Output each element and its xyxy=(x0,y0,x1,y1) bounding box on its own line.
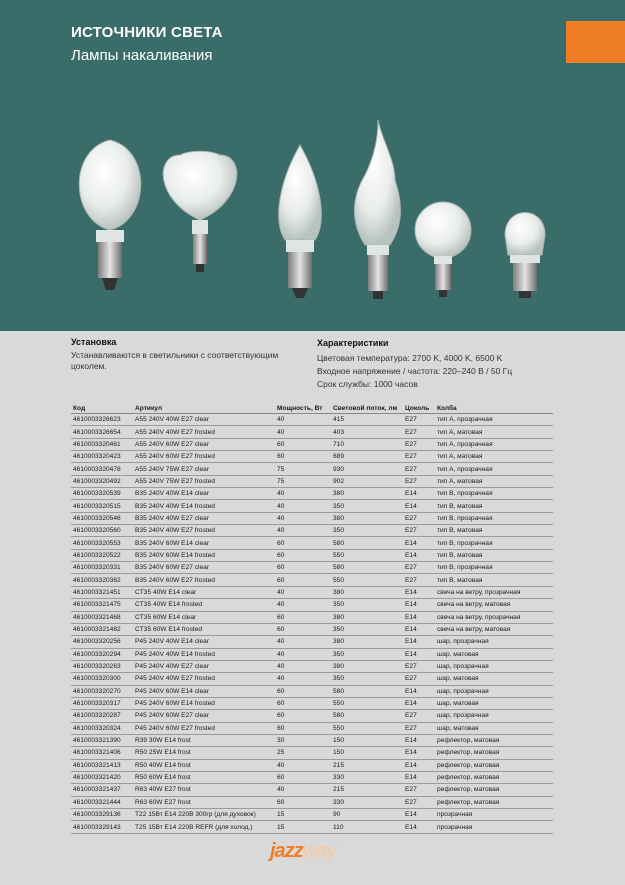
cell-flux: 380 xyxy=(331,636,403,648)
table-row xyxy=(71,747,553,759)
cell-article: R63 60W E27 frost xyxy=(133,796,275,808)
spec-line: Цветовая температура: 2700 K, 4000 K, 6500 K xyxy=(317,353,503,363)
table-row xyxy=(71,809,553,821)
cell-code: 4610003320263 xyxy=(71,660,133,672)
cell-article: P45 240V 60W E27 frosted xyxy=(133,722,275,734)
cell-code: 4610003321468 xyxy=(71,611,133,623)
cell-bulb: рефлектор, матовая xyxy=(435,771,553,783)
cell-bulb: прозрачная xyxy=(435,821,553,833)
cell-bulb: рефлектор, матовая xyxy=(435,784,553,796)
cell-code: 4610003320362 xyxy=(71,574,133,586)
logo-part-jazz: jazz xyxy=(270,840,303,862)
table-row xyxy=(71,438,553,450)
cell-code: 4610003320539 xyxy=(71,488,133,500)
table-row xyxy=(71,673,553,685)
cell-power: 75 xyxy=(275,463,331,475)
table-row xyxy=(71,549,553,561)
cell-article: B35 240V 60W E27 frosted xyxy=(133,574,275,586)
cell-bulb: шар, матовая xyxy=(435,697,553,709)
cell-bulb: шар, прозрачная xyxy=(435,685,553,697)
cell-power: 60 xyxy=(275,722,331,734)
cell-flux: 350 xyxy=(331,673,403,685)
cell-article: CT35 60W E14 frosted xyxy=(133,623,275,635)
table-row xyxy=(71,636,553,648)
cell-power: 40 xyxy=(275,500,331,512)
cell-flux: 90 xyxy=(331,809,403,821)
page-title: ИСТОЧНИКИ СВЕТА xyxy=(71,24,223,41)
cell-power: 75 xyxy=(275,475,331,487)
cell-bulb: шар, матовая xyxy=(435,648,553,660)
bulb-a55 xyxy=(79,140,141,290)
cell-flux: 330 xyxy=(331,796,403,808)
installation-heading: Установка xyxy=(71,337,117,347)
hero-banner xyxy=(0,0,625,331)
cell-power: 40 xyxy=(275,636,331,648)
cell-article: B35 240V 60W E27 clear xyxy=(133,562,275,574)
cell-bulb: тип B, матовая xyxy=(435,500,553,512)
cell-base: E27 xyxy=(403,475,435,487)
cell-article: R50 25W E14 frost xyxy=(133,747,275,759)
cell-power: 60 xyxy=(275,451,331,463)
cell-bulb: тип B, матовая xyxy=(435,549,553,561)
cell-article: CT35 60W E14 clear xyxy=(133,611,275,623)
cell-bulb: тип B, прозрачная xyxy=(435,562,553,574)
cell-flux: 689 xyxy=(331,451,403,463)
cell-code: 4610003320423 xyxy=(71,451,133,463)
cell-flux: 550 xyxy=(331,722,403,734)
cell-base: E14 xyxy=(403,697,435,709)
cell-base: E14 xyxy=(403,549,435,561)
cell-power: 40 xyxy=(275,599,331,611)
col-header-bulb: Колба xyxy=(435,403,553,414)
cell-base: E14 xyxy=(403,771,435,783)
cell-code: 4610003321437 xyxy=(71,784,133,796)
cell-base: E14 xyxy=(403,623,435,635)
cell-flux: 580 xyxy=(331,537,403,549)
cell-base: E27 xyxy=(403,438,435,450)
cell-bulb: шар, прозрачная xyxy=(435,710,553,722)
table-row xyxy=(71,821,553,833)
cell-bulb: рефлектор, матовая xyxy=(435,734,553,746)
cell-power: 15 xyxy=(275,809,331,821)
cell-article: A55 240V 40W E27 clear xyxy=(133,414,275,426)
table-row xyxy=(71,475,553,487)
cell-flux: 350 xyxy=(331,648,403,660)
product-table xyxy=(71,403,553,834)
accent-block xyxy=(566,21,625,63)
cell-article: P45 240V 40W E14 frosted xyxy=(133,648,275,660)
cell-flux: 580 xyxy=(331,685,403,697)
spec-line: Входное напряжение / частота: 220–240 В / 50 Гц xyxy=(317,366,513,376)
cell-article: A55 240V 75W E27 clear xyxy=(133,463,275,475)
table-row xyxy=(71,685,553,697)
bulb-reflector xyxy=(163,151,237,272)
specs-block xyxy=(317,337,567,391)
col-header-code: Код xyxy=(71,403,133,414)
table-row xyxy=(71,734,553,746)
cell-code: 4610003320300 xyxy=(71,673,133,685)
bulb-ball xyxy=(415,202,471,297)
cell-article: B35 240V 40W E14 frosted xyxy=(133,500,275,512)
cell-bulb: прозрачная xyxy=(435,809,553,821)
table-row xyxy=(71,759,553,771)
cell-bulb: свеча на ветру, матовая xyxy=(435,599,553,611)
col-header-article: Артикул xyxy=(133,403,275,414)
cell-code: 4610003326654 xyxy=(71,426,133,438)
cell-flux: 380 xyxy=(331,512,403,524)
cell-flux: 380 xyxy=(331,586,403,598)
cell-base: E27 xyxy=(403,562,435,574)
cell-bulb: тип B, матовая xyxy=(435,574,553,586)
cell-base: E14 xyxy=(403,488,435,500)
cell-power: 60 xyxy=(275,574,331,586)
cell-article: R63 40W E27 frost xyxy=(133,784,275,796)
cell-base: E14 xyxy=(403,500,435,512)
cell-flux: 110 xyxy=(331,821,403,833)
cell-base: E14 xyxy=(403,636,435,648)
cell-base: E14 xyxy=(403,648,435,660)
cell-code: 4610003321406 xyxy=(71,747,133,759)
cell-code: 4610003321413 xyxy=(71,759,133,771)
table-row xyxy=(71,771,553,783)
cell-base: E14 xyxy=(403,734,435,746)
cell-base: E14 xyxy=(403,599,435,611)
cell-article: P45 240V 40W E27 frosted xyxy=(133,673,275,685)
cell-article: B35 240V 40W E14 clear xyxy=(133,488,275,500)
cell-base: E27 xyxy=(403,414,435,426)
cell-power: 40 xyxy=(275,512,331,524)
cell-power: 60 xyxy=(275,611,331,623)
cell-power: 25 xyxy=(275,747,331,759)
cell-bulb: рефлектор, матовая xyxy=(435,796,553,808)
col-header-base: Цоколь xyxy=(403,403,435,414)
cell-base: E27 xyxy=(403,426,435,438)
cell-flux: 215 xyxy=(331,759,403,771)
table-row xyxy=(71,648,553,660)
table-row xyxy=(71,463,553,475)
cell-code: 4610003321420 xyxy=(71,771,133,783)
cell-code: 4610003320294 xyxy=(71,648,133,660)
cell-code: 4610003320546 xyxy=(71,512,133,524)
cell-article: T22 15Вт E14 220В 300гр (для духовок) xyxy=(133,809,275,821)
cell-article: R39 30W E14 frost xyxy=(133,734,275,746)
cell-article: CT35 40W E14 frosted xyxy=(133,599,275,611)
cell-article: P45 240V 60W E27 clear xyxy=(133,710,275,722)
cell-bulb: свеча на ветру, прозрачная xyxy=(435,586,553,598)
cell-power: 40 xyxy=(275,660,331,672)
cell-code: 4610003320461 xyxy=(71,438,133,450)
cell-power: 40 xyxy=(275,414,331,426)
cell-code: 4610003329143 xyxy=(71,821,133,833)
table-row xyxy=(71,500,553,512)
cell-base: E27 xyxy=(403,574,435,586)
table-row xyxy=(71,562,553,574)
brand-logo xyxy=(270,840,335,863)
cell-power: 60 xyxy=(275,685,331,697)
cell-flux: 380 xyxy=(331,488,403,500)
cell-base: E27 xyxy=(403,673,435,685)
spec-line: Срок службы: 1000 часов xyxy=(317,379,418,389)
installation-text: Устанавливаются в светильники с соответствующим цоколем. xyxy=(71,350,279,371)
cell-code: 4610003320287 xyxy=(71,710,133,722)
table-row xyxy=(71,512,553,524)
cell-bulb: шар, прозрачная xyxy=(435,660,553,672)
cell-power: 40 xyxy=(275,673,331,685)
cell-code: 4610003321444 xyxy=(71,796,133,808)
cell-code: 4610003321475 xyxy=(71,599,133,611)
cell-flux: 550 xyxy=(331,697,403,709)
cell-power: 15 xyxy=(275,821,331,833)
table-row xyxy=(71,623,553,635)
cell-flux: 403 xyxy=(331,426,403,438)
cell-article: B35 240V 40W E27 clear xyxy=(133,512,275,524)
table-row xyxy=(71,784,553,796)
bulbs-illustration xyxy=(60,120,560,320)
table-row xyxy=(71,710,553,722)
bulb-tubular xyxy=(505,213,545,299)
cell-flux: 380 xyxy=(331,611,403,623)
cell-base: E27 xyxy=(403,722,435,734)
table-row xyxy=(71,796,553,808)
cell-article: R50 40W E14 frost xyxy=(133,759,275,771)
cell-bulb: тип A, прозрачная xyxy=(435,438,553,450)
cell-article: A55 240V 60W E27 clear xyxy=(133,438,275,450)
cell-power: 60 xyxy=(275,771,331,783)
cell-power: 60 xyxy=(275,562,331,574)
bulb-candle-wind xyxy=(354,120,400,299)
table-row xyxy=(71,525,553,537)
cell-power: 40 xyxy=(275,784,331,796)
cell-code: 4610003320317 xyxy=(71,697,133,709)
cell-code: 4610003320256 xyxy=(71,636,133,648)
cell-flux: 330 xyxy=(331,771,403,783)
cell-article: A55 240V 75W E27 frosted xyxy=(133,475,275,487)
cell-flux: 350 xyxy=(331,599,403,611)
cell-article: R50 60W E14 frost xyxy=(133,771,275,783)
cell-power: 60 xyxy=(275,438,331,450)
cell-code: 4610003320331 xyxy=(71,562,133,574)
cell-bulb: шар, матовая xyxy=(435,673,553,685)
cell-article: A55 240V 60W E27 frosted xyxy=(133,451,275,463)
cell-code: 4610003320478 xyxy=(71,463,133,475)
cell-bulb: тип A, прозрачная xyxy=(435,463,553,475)
cell-base: E14 xyxy=(403,611,435,623)
installation-block xyxy=(71,337,306,372)
table-row xyxy=(71,414,553,426)
cell-article: P45 240V 40W E27 clear xyxy=(133,660,275,672)
cell-flux: 350 xyxy=(331,500,403,512)
cell-base: E27 xyxy=(403,710,435,722)
cell-flux: 550 xyxy=(331,549,403,561)
cell-power: 40 xyxy=(275,488,331,500)
cell-bulb: рефлектор, матовая xyxy=(435,759,553,771)
cell-code: 4610003326623 xyxy=(71,414,133,426)
cell-flux: 150 xyxy=(331,747,403,759)
cell-power: 40 xyxy=(275,586,331,598)
cell-code: 4610003320324 xyxy=(71,722,133,734)
cell-flux: 930 xyxy=(331,463,403,475)
cell-bulb: тип A, матовая xyxy=(435,475,553,487)
cell-bulb: тип B, прозрачная xyxy=(435,537,553,549)
cell-code: 4610003320560 xyxy=(71,525,133,537)
table-row xyxy=(71,451,553,463)
cell-flux: 902 xyxy=(331,475,403,487)
logo-part-way: way xyxy=(302,840,336,862)
cell-base: E14 xyxy=(403,759,435,771)
cell-flux: 580 xyxy=(331,710,403,722)
cell-base: E27 xyxy=(403,796,435,808)
cell-base: E27 xyxy=(403,784,435,796)
cell-power: 60 xyxy=(275,796,331,808)
cell-flux: 380 xyxy=(331,660,403,672)
cell-code: 4610003320515 xyxy=(71,500,133,512)
cell-power: 60 xyxy=(275,549,331,561)
cell-article: CT35 40W E14 clear xyxy=(133,586,275,598)
cell-base: E27 xyxy=(403,525,435,537)
cell-power: 40 xyxy=(275,426,331,438)
cell-flux: 350 xyxy=(331,525,403,537)
cell-article: B35 240V 40W E27 frosted xyxy=(133,525,275,537)
cell-bulb: свеча на ветру, матовая xyxy=(435,623,553,635)
cell-bulb: тип B, матовая xyxy=(435,525,553,537)
cell-flux: 215 xyxy=(331,784,403,796)
cell-base: E27 xyxy=(403,660,435,672)
table-row xyxy=(71,574,553,586)
cell-power: 40 xyxy=(275,648,331,660)
cell-bulb: тип B, прозрачная xyxy=(435,512,553,524)
cell-power: 40 xyxy=(275,525,331,537)
cell-article: A55 240V 40W E27 frosted xyxy=(133,426,275,438)
table-header-row xyxy=(71,403,553,414)
cell-article: B35 240V 60W E14 frosted xyxy=(133,549,275,561)
cell-bulb: шар, прозрачная xyxy=(435,636,553,648)
cell-base: E27 xyxy=(403,512,435,524)
cell-power: 60 xyxy=(275,537,331,549)
cell-base: E14 xyxy=(403,537,435,549)
table-row xyxy=(71,722,553,734)
cell-bulb: свеча на ветру, прозрачная xyxy=(435,611,553,623)
cell-power: 60 xyxy=(275,710,331,722)
cell-code: 4610003329136 xyxy=(71,809,133,821)
cell-flux: 350 xyxy=(331,623,403,635)
cell-bulb: шар, матовая xyxy=(435,722,553,734)
cell-bulb: тип A, матовая xyxy=(435,426,553,438)
table-row xyxy=(71,611,553,623)
specs-heading: Характеристики xyxy=(317,338,389,348)
cell-flux: 415 xyxy=(331,414,403,426)
cell-base: E14 xyxy=(403,586,435,598)
table-row xyxy=(71,426,553,438)
cell-flux: 580 xyxy=(331,562,403,574)
cell-code: 4610003321451 xyxy=(71,586,133,598)
cell-power: 30 xyxy=(275,734,331,746)
table-row xyxy=(71,488,553,500)
cell-article: B35 240V 60W E14 clear xyxy=(133,537,275,549)
cell-flux: 550 xyxy=(331,574,403,586)
cell-code: 4610003321390 xyxy=(71,734,133,746)
page-subtitle: Лампы накаливания xyxy=(71,47,213,64)
cell-base: E14 xyxy=(403,747,435,759)
cell-base: E27 xyxy=(403,451,435,463)
cell-base: E14 xyxy=(403,821,435,833)
table-row xyxy=(71,697,553,709)
cell-power: 60 xyxy=(275,623,331,635)
bulb-candle xyxy=(279,145,322,298)
cell-power: 60 xyxy=(275,697,331,709)
cell-base: E14 xyxy=(403,685,435,697)
cell-article: T25 15Вт E14 220В REFR (для холод.) xyxy=(133,821,275,833)
table-row xyxy=(71,599,553,611)
cell-flux: 710 xyxy=(331,438,403,450)
cell-flux: 150 xyxy=(331,734,403,746)
cell-article: P45 240V 60W E14 frosted xyxy=(133,697,275,709)
cell-code: 4610003320270 xyxy=(71,685,133,697)
cell-article: P45 240V 60W E14 clear xyxy=(133,685,275,697)
table-row xyxy=(71,586,553,598)
table-row xyxy=(71,660,553,672)
cell-bulb: тип A, матовая xyxy=(435,451,553,463)
cell-base: E27 xyxy=(403,463,435,475)
cell-bulb: рефлектор, матовая xyxy=(435,747,553,759)
col-header-flux: Световой поток, лм xyxy=(331,403,403,414)
cell-code: 4610003321482 xyxy=(71,623,133,635)
cell-bulb: тип B, прозрачная xyxy=(435,488,553,500)
cell-power: 40 xyxy=(275,759,331,771)
cell-article: P45 240V 40W E14 clear xyxy=(133,636,275,648)
cell-bulb: тип A, прозрачная xyxy=(435,414,553,426)
cell-base: E14 xyxy=(403,809,435,821)
cell-code: 4610003320522 xyxy=(71,549,133,561)
table-row xyxy=(71,537,553,549)
cell-code: 4610003320492 xyxy=(71,475,133,487)
col-header-power: Мощность, Вт xyxy=(275,403,331,414)
cell-code: 4610003320553 xyxy=(71,537,133,549)
